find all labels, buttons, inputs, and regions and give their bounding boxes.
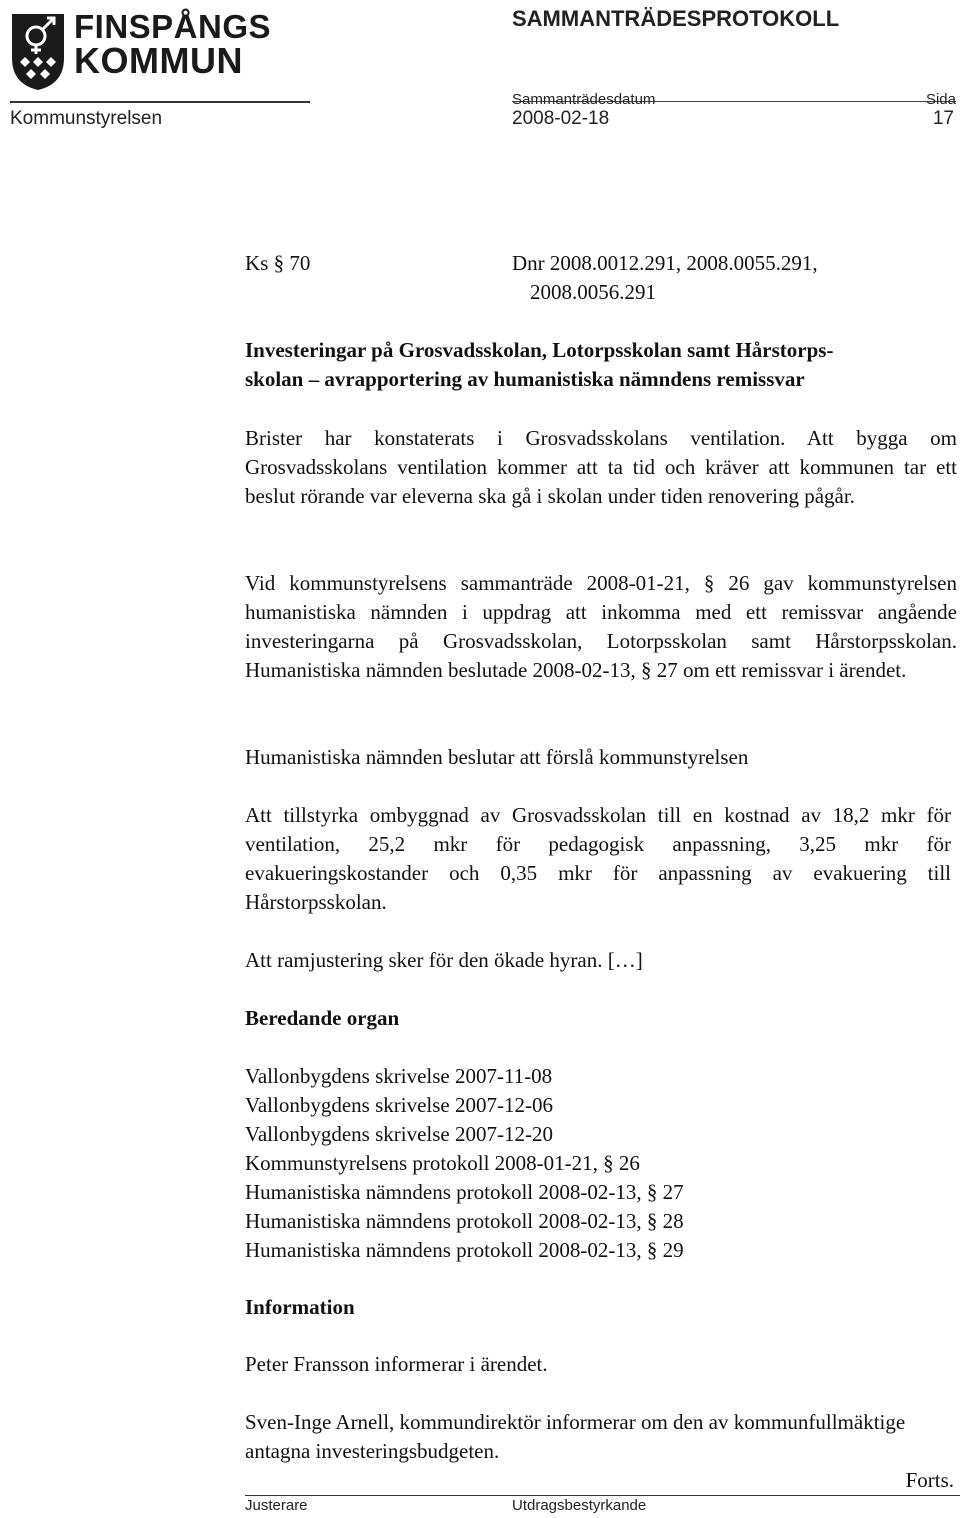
paragraph-proposal-intro: Humanistiska nämnden beslutar att förslå kommunstyrelsen	[245, 745, 749, 769]
paragraph-proposal-rent: Att ramjustering sker för den ökade hyran. […]	[245, 948, 643, 972]
continued-marker: Forts.	[905, 1468, 954, 1492]
beredande-heading: Beredande organ	[245, 1006, 400, 1030]
header-rule-left	[10, 101, 310, 103]
list-item: Humanistiska nämndens protokoll 2008-02-13, § 27	[245, 1180, 684, 1204]
list-item: Humanistiska nämndens protokoll 2008-02-13, § 28	[245, 1209, 684, 1233]
unit-name: Kommunstyrelsen	[10, 108, 163, 129]
footer-utdragsbestyrkande: Utdragsbestyrkande	[512, 1497, 647, 1514]
footer-justerare: Justerare	[245, 1497, 308, 1514]
paragraph-remiss: Vid kommunstyrelsens sammanträde 2008-01-21, § 26 gav kommunstyrelsen humanistiska nämnden i uppdrag att inkomma med ett remissvar angående investeringarna på Grosvadsskolan, Lotorpsskolan samt Hårstorpsskolan. Humanistiska nämnden beslutade 2008-02-13, § 27 om ett remissvar i ärendet.	[245, 571, 957, 682]
page-number: 17	[932, 108, 954, 129]
coat-of-arms-icon	[10, 12, 66, 92]
meeting-date-label: Sammanträdesdatum	[512, 91, 656, 108]
information-paragraph-2: Sven-Inge Arnell, kommundirektör informerar om den av kommunfullmäktige antagna investeringsbudgeten.	[245, 1410, 906, 1463]
case-title-line1: Investeringar på Grosvadsskolan, Lotorpsskolan samt Hårstorps-	[245, 338, 834, 362]
document-title: SAMMANTRÄDESPROTOKOLL	[512, 6, 840, 31]
case-title-line2: skolan – avrapportering av humanistiska nämndens remissvar	[245, 367, 805, 391]
meeting-date: 2008-02-18	[512, 108, 610, 129]
list-item: Kommunstyrelsens protokoll 2008-01-21, § 26	[245, 1151, 640, 1175]
case-number: Ks § 70	[245, 251, 311, 275]
dnr-line1: Dnr 2008.0012.291, 2008.0055.291,	[512, 251, 818, 275]
paragraph-ventilation: Brister har konstaterats i Grosvadsskolans ventilation. Att bygga om Grosvadsskolans ventilation kommer att ta tid och kräver att kommunen tar ett beslut rörande var eleverna ska gå i skolan under tiden renovering pågår.	[245, 426, 957, 508]
page-label: Sida	[925, 91, 956, 108]
list-item: Vallonbygdens skrivelse 2007-12-06	[245, 1093, 553, 1117]
municipality-logo	[10, 6, 310, 96]
logo-text-line1: FINSPÅNGS	[74, 8, 272, 45]
dnr-line2: 2008.0056.291	[530, 280, 656, 304]
logo-text-line2: KOMMUN	[74, 40, 243, 81]
list-item: Humanistiska nämndens protokoll 2008-02-13, § 29	[245, 1238, 684, 1262]
paragraph-proposal-cost: Att tillstyrka ombyggnad av Grosvadsskolan till en kostnad av 18,2 mkr för ventilation, 25,2 mkr för pedagogisk anpassning, 3,25 mkr för evakueringskostander och 0,35 mkr för anpassning av evakuering till Hårstorpsskolan.	[245, 803, 951, 914]
information-heading: Information	[245, 1295, 355, 1319]
beredande-list	[245, 1062, 957, 1265]
list-item: Vallonbygdens skrivelse 2007-12-20	[245, 1122, 553, 1146]
footer-rule	[245, 1495, 960, 1496]
list-item: Vallonbygdens skrivelse 2007-11-08	[245, 1064, 553, 1088]
information-paragraph-1: Peter Fransson informerar i ärendet.	[245, 1352, 548, 1376]
